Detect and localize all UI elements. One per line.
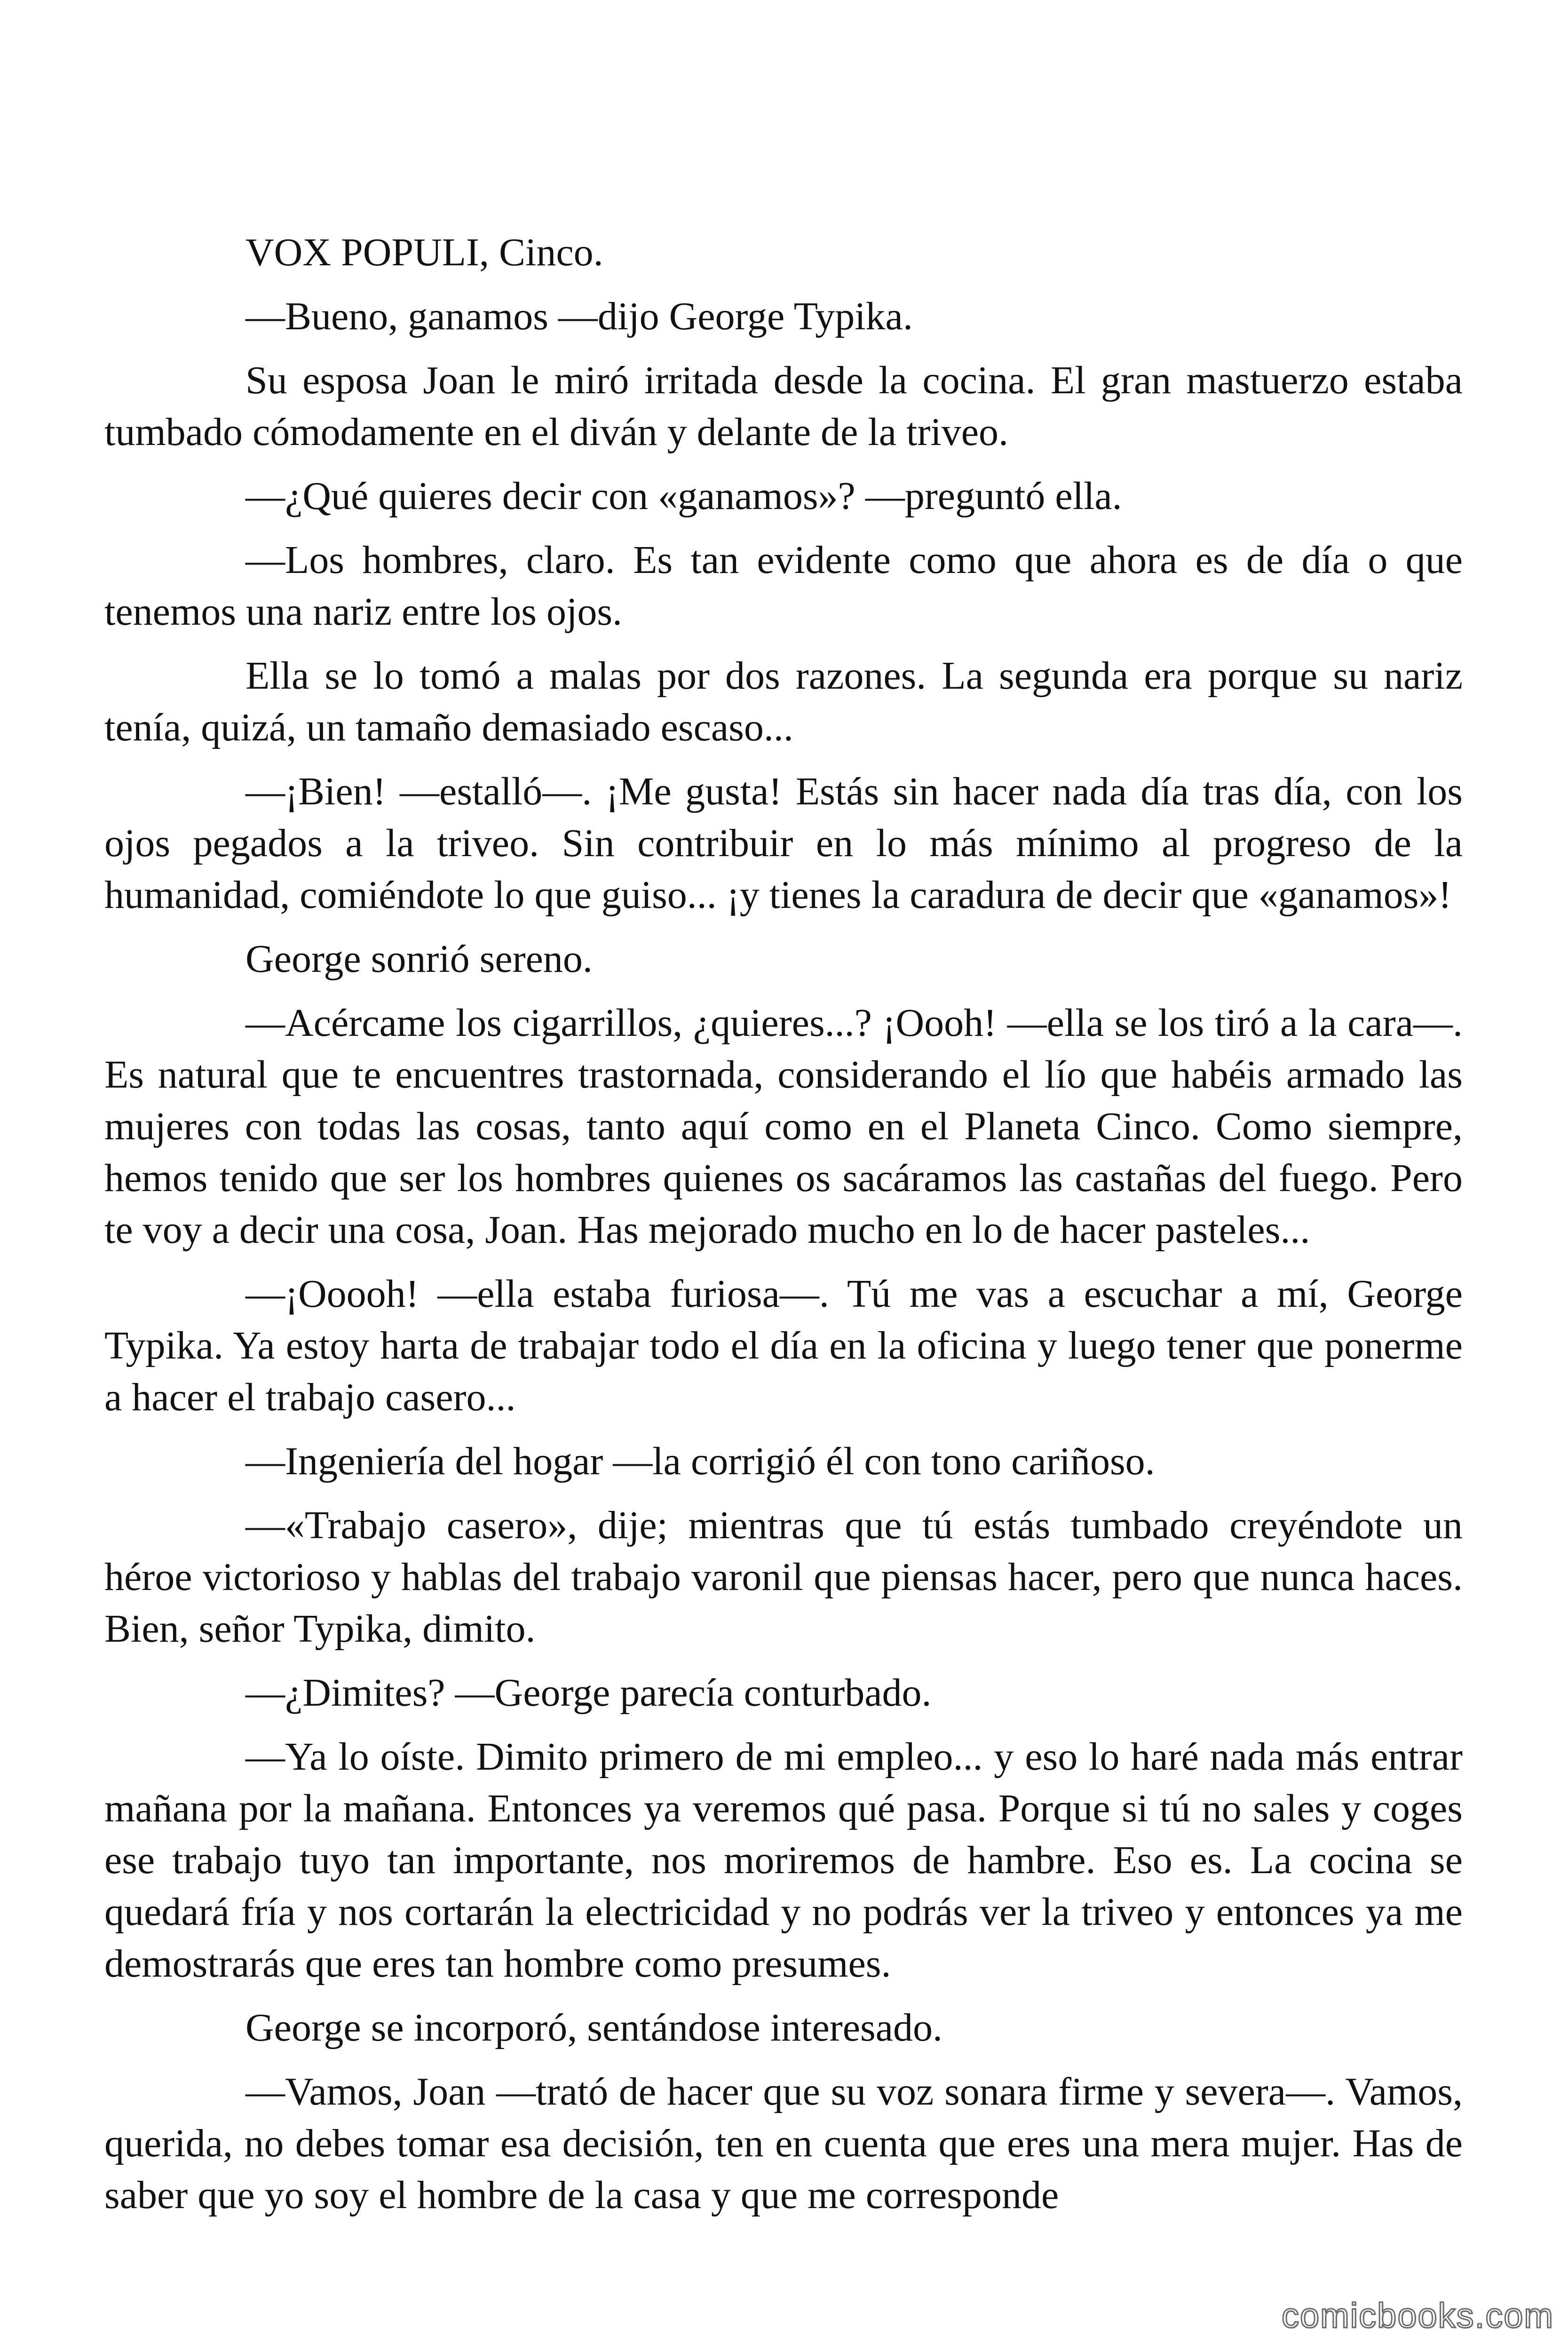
paragraph: George se incorporó, sentándose interesado.	[245, 2006, 942, 2050]
watermark-text: comicbooks.com	[1281, 2296, 1554, 2335]
paragraph-chapter-heading: VOX POPULI, Cinco.	[245, 230, 603, 274]
paragraph: —«Trabajo casero», dije; mientras que tú estás tumbado creyéndote un héroe victorioso y hablas del trabajo varonil que piensas hacer, pero que nunca haces. Bien, señor Typika, dimito.	[104, 1503, 1463, 1651]
paragraph: —Vamos, Joan —trató de hacer que su voz sonara firme y severa—. Vamos, querida, no debes tomar esa decisión, ten en cuenta que eres una mera mujer. Has de saber que yo soy el hombre de la casa y que me corresponde	[104, 2070, 1463, 2217]
paragraph: —Ingeniería del hogar —la corrigió él con tono cariñoso.	[245, 1439, 1155, 1483]
paragraph: —¿Qué quieres decir con «ganamos»? —preguntó ella.	[245, 474, 1122, 518]
paragraph: —¿Dimites? —George parecía conturbado.	[245, 1671, 932, 1715]
paragraph: —Bueno, ganamos —dijo George Typika.	[245, 294, 913, 338]
paragraph: —Acércame los cigarrillos, ¿quieres...? ¡Oooh! —ella se los tiró a la cara—. Es natural que te encuentres trastornada, considerando el lío que habéis armado las mujeres con todas las cosas, tanto aquí como en el Planeta Cinco. Como siempre, hemos tenido que ser los hombres quienes os sacáramos las castañas del fuego. Pero te voy a decir una cosa, Joan. Has mejorado mucho en lo de hacer pasteles...	[104, 1001, 1463, 1252]
paragraph: Ella se lo tomó a malas por dos razones. La segunda era porque su nariz tenía, quizá, un tamaño demasiado escaso...	[104, 654, 1463, 749]
body-text	[104, 227, 1463, 2233]
paragraph: —¡Ooooh! —ella estaba furiosa—. Tú me vas a escuchar a mí, George Typika. Ya estoy harta de trabajar todo el día en la oficina y luego tener que ponerme a hacer el trabajo casero...	[104, 1272, 1463, 1419]
paragraph: Su esposa Joan le miró irritada desde la cocina. El gran mastuerzo estaba tumbado cómodamente en el diván y delante de la triveo.	[104, 358, 1463, 454]
paragraph: —Los hombres, claro. Es tan evidente como que ahora es de día o que tenemos una nariz entre los ojos.	[104, 538, 1463, 634]
paragraph: —¡Bien! —estalló—. ¡Me gusta! Estás sin hacer nada día tras día, con los ojos pegados a la triveo. Sin contribuir en lo más mínimo al progreso de la humanidad, comiéndote lo que guiso... ¡y tienes la caradura de decir que «ganamos»!	[104, 770, 1463, 917]
paragraph: George sonrió sereno.	[245, 937, 593, 981]
paragraph: —Ya lo oíste. Dimito primero de mi empleo... y eso lo haré nada más entrar mañana por la mañana. Entonces ya veremos qué pasa. Porque si tú no sales y coges ese trabajo tuyo tan importante, nos moriremos de hambre. Eso es. La cocina se quedará fría y nos cortarán la electricidad y no podrás ver la triveo y entonces ya me demostrarás que eres tan hombre como presumes.	[104, 1735, 1463, 1986]
